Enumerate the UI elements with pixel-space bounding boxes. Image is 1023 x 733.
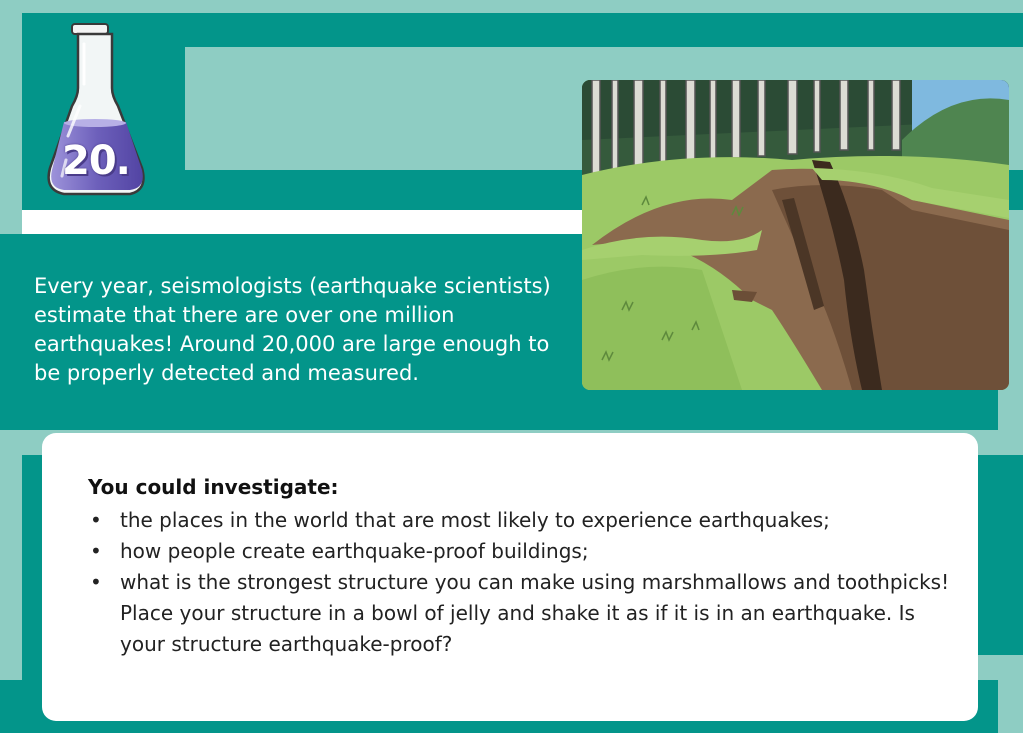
header-white-strip [22,210,582,234]
list-item: • what is the strongest structure you can make using marshmallows and toothpicks! Place your structure in a bowl of jelly and shake it as if it is in an earthquake. Is your structure earthquake-proof? [88,567,958,660]
investigate-list [88,505,958,660]
list-item: • the places in the world that are most likely to experience earthquakes; [88,505,958,536]
right-side-band [975,455,1023,655]
earthquake-illustration [582,80,1009,390]
fact-text: Every year, seismologists (earthquake scientists) estimate that there are over one million earthquakes! Around 20,000 are large enough to be properly detected and measured. [34,274,551,385]
list-item: • how people create earthquake-proof buildings; [88,536,958,567]
flask-badge [0,0,200,210]
investigate-heading: You could investigate: [88,475,339,499]
earthquake-crack-image [582,80,1009,390]
investigate-card [42,433,978,721]
fact-number: 20. [62,138,130,184]
